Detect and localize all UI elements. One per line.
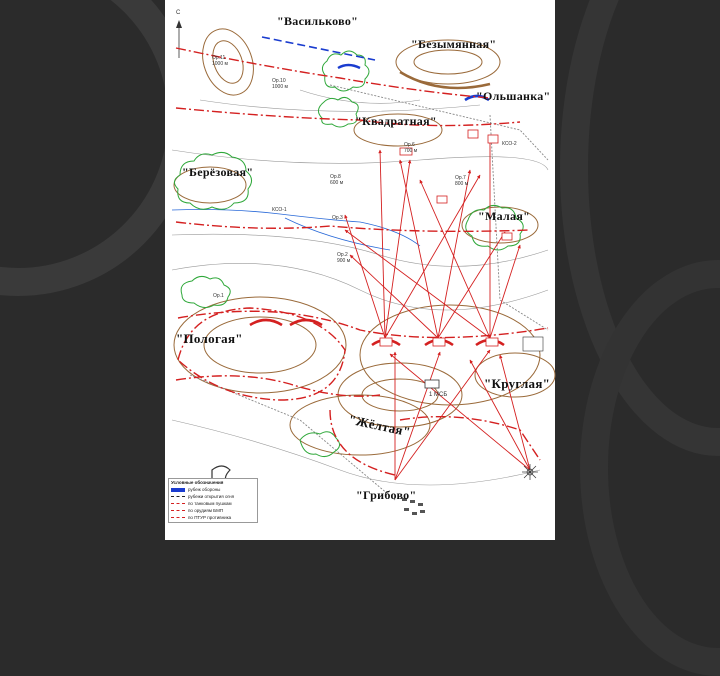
legend-title: Условные обозначения	[171, 480, 224, 485]
north-arrow-icon	[176, 20, 182, 58]
landmark-or8: Ор.8 600 м	[330, 174, 344, 186]
landmark-or11: Ор.11 1000 м	[212, 55, 228, 67]
legend-row-fire-lines	[171, 493, 255, 500]
legend-swatch-tanks	[171, 503, 185, 504]
label-zheltaya: "Жёлтая"	[347, 411, 412, 440]
label-bezymyannaya: "Безымянная"	[411, 37, 497, 51]
landmark-kso2: КСО-2	[502, 141, 517, 147]
legend-label-ptur: по ПТУР противника	[188, 515, 232, 520]
legend-label-bmp: по орудиям БМП	[188, 508, 224, 513]
label-kruglaya: "Круглая"	[484, 376, 551, 391]
map-legend	[168, 478, 258, 523]
roads	[190, 85, 551, 500]
legend-swatch-bmp	[171, 510, 185, 511]
legend-swatch-fire-lines	[171, 496, 185, 497]
label-vasilkovo: "Васильково"	[277, 14, 359, 28]
label-malaya: "Малая"	[478, 209, 531, 223]
explosion-icon	[522, 464, 538, 480]
label-kvadratnaya: "Квадратная"	[355, 114, 437, 128]
landmark-or7: Ор.7 800 м	[455, 175, 469, 187]
landmark-or1: Ор.1	[213, 293, 224, 299]
label-pologaya: "Пологая"	[176, 331, 243, 346]
legend-row-defense	[171, 486, 255, 493]
label-beryozovaya: "Берёзовая"	[182, 165, 254, 179]
unit-markers	[380, 130, 543, 388]
legend-row-bmp	[171, 507, 255, 514]
legend-swatch-ptur	[171, 517, 185, 518]
legend-row-tanks	[171, 500, 255, 507]
fire-opening-lines	[176, 48, 551, 475]
legend-swatch-defense	[171, 488, 185, 492]
landmark-or10: Ор.10 1000 м	[272, 78, 288, 90]
landmark-or6: Ор.6 700 м	[404, 142, 418, 154]
label-olshanka: "Ольшанка"	[476, 89, 551, 103]
label-gribovo: "Грибово"	[356, 488, 417, 502]
landmark-mosb: 1 МСБ	[429, 392, 448, 398]
compass-north-label: С	[176, 10, 181, 16]
legend-label-fire-lines: рубежи открытия огня	[188, 494, 235, 499]
legend-label-tanks: по танковым пушкам	[188, 501, 232, 506]
legend-label-defense: рубеж обороны	[188, 487, 221, 492]
landmark-kso1: КСО-1	[272, 207, 287, 213]
legend-row-ptur	[171, 514, 255, 521]
landmark-or2: Ор.2 900 м	[337, 252, 351, 264]
landmark-or3: Ор.3	[332, 215, 343, 221]
